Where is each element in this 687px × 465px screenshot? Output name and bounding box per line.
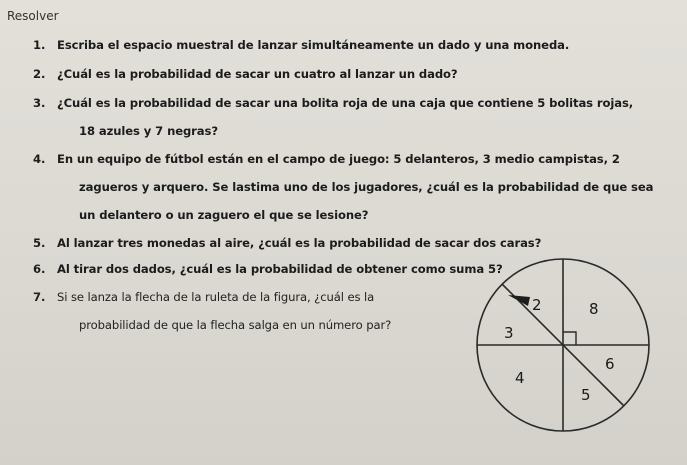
question-2 — [33, 67, 458, 81]
worksheet-heading: Resolver — [7, 9, 59, 23]
roulette-arrow-icon — [508, 295, 530, 306]
question-4 — [33, 152, 620, 166]
question-number: 7. — [33, 290, 46, 304]
question-text: ¿Cuál es la probabilidad de sacar una bolita roja de una caja que contiene 5 bolitas rojas, — [57, 96, 634, 110]
section-label: 5 — [581, 386, 591, 404]
question-6 — [33, 262, 503, 276]
section-label: 4 — [515, 369, 525, 387]
question-text: Si se lanza la flecha de la ruleta de la figura, ¿cuál es la — [57, 290, 375, 304]
question-5 — [33, 236, 541, 250]
section-label: 8 — [589, 300, 599, 318]
question-number: 4. — [33, 152, 46, 166]
question-number: 1. — [33, 38, 46, 52]
question-7-continuation: probabilidad de que la flecha salga en un número par? — [79, 318, 392, 332]
section-label: 2 — [532, 296, 542, 314]
roulette-figure — [438, 252, 670, 442]
question-text: Al lanzar tres monedas al aire, ¿cuál es la probabilidad de sacar dos caras? — [57, 236, 542, 250]
question-1 — [33, 38, 569, 52]
question-text: Escriba el espacio muestral de lanzar simultáneamente un dado y una moneda. — [57, 38, 570, 52]
question-7 — [33, 290, 374, 304]
question-4-continuation: zagueros y arquero. Se lastima uno de los jugadores, ¿cuál es la probabilidad de que sea — [79, 180, 654, 194]
question-text: ¿Cuál es la probabilidad de sacar un cuatro al lanzar un dado? — [57, 67, 458, 81]
question-3-continuation: 18 azules y 7 negras? — [79, 124, 218, 138]
right-angle-marker — [563, 332, 576, 345]
question-3 — [33, 96, 633, 110]
question-text: Al tirar dos dados, ¿cuál es la probabilidad de obtener como suma 5? — [57, 262, 503, 276]
question-4-continuation: un delantero o un zaguero el que se lesione? — [79, 208, 369, 222]
question-number: 3. — [33, 96, 46, 110]
question-number: 6. — [33, 262, 46, 276]
section-label: 3 — [504, 324, 514, 342]
question-number: 5. — [33, 236, 46, 250]
question-number: 2. — [33, 67, 46, 81]
section-label: 6 — [605, 355, 615, 373]
question-text: En un equipo de fútbol están en el campo de juego: 5 delanteros, 3 medio campistas, 2 — [57, 152, 620, 166]
